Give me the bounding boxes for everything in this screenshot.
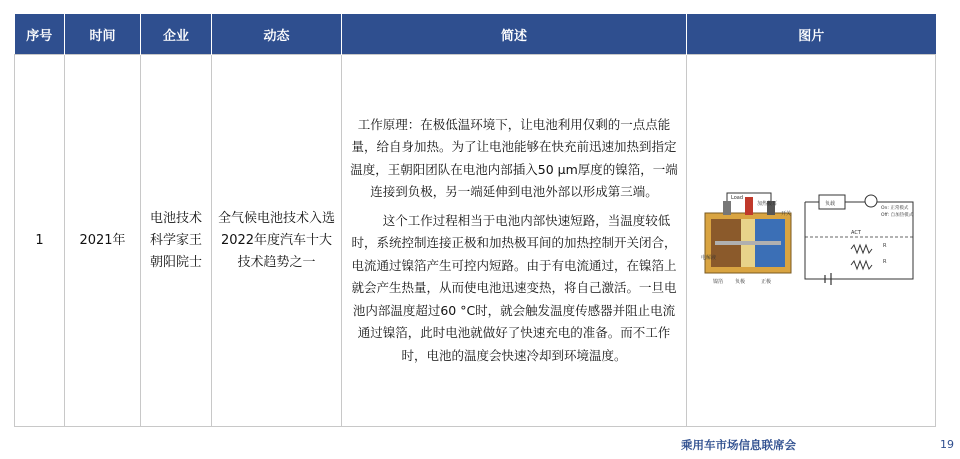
switch-icon	[865, 195, 877, 207]
resistor-1-icon	[851, 245, 872, 253]
label-r2: R	[883, 258, 887, 265]
content-table	[14, 14, 936, 427]
label-electrolyte: 电解液	[701, 254, 717, 261]
header-news: 动态	[212, 14, 342, 55]
summary-paragraph-2: 这个工作过程相当于电池内部快速短路，当温度较低时，系统控制连接正极和加热极耳间的加热控制开关闭合，电流通过镍箔产生可控内短路。由于有电流通过，在镍箔上就会产生热量，从而使电池迅速变热，将自己激活。一旦电池内部温度超过60 °C时，就会触发温度传感器并阻止电流通过镍箔，此时电池就做好了快速充电的准备。而不工作时，电池的温度会快速冷却到环境温度。	[351, 212, 677, 363]
header-summary: 简述	[342, 14, 687, 55]
footer-title: 乘用车市场信息联席会	[681, 438, 796, 452]
label-mode-on: On: 正常模式	[881, 205, 909, 211]
tab-left	[723, 201, 731, 215]
label-neg: 负极	[735, 278, 746, 285]
summary-paragraph-1: 工作原理：在极低温环境下，让电池利用仅剩的一点点能量，给自身加热。为了让电池能够在快充前迅速加热到指定温度，王朝阳团队在电池内部插入50 μm厚度的镍箔，一端连接到负极，另一端延伸到电池外部以形成第三端。	[350, 116, 678, 200]
label-act: ACT	[851, 229, 861, 236]
self-heating-battery-illustration	[701, 187, 921, 295]
cell-company: 电池技术科学家王朝阳院士	[141, 55, 212, 427]
label-switch: 开关	[781, 210, 792, 217]
cell-image	[687, 55, 936, 427]
battery-diagram	[693, 187, 929, 295]
nickel-foil	[715, 241, 781, 245]
label-pos: 正极	[761, 278, 772, 285]
header-image: 图片	[687, 14, 936, 55]
header-index: 序号	[15, 14, 65, 55]
page-number: 19	[940, 438, 954, 451]
table-row	[15, 55, 936, 427]
header-company: 企业	[141, 14, 212, 55]
label-foil: 镍箔	[713, 278, 724, 285]
heating-tab	[745, 197, 753, 215]
label-mode-off: Off: 自加热模式	[881, 212, 914, 218]
table-header-row	[15, 14, 936, 55]
label-load: 负载	[825, 200, 836, 207]
cell-time: 2021年	[65, 55, 141, 427]
cell-news: 全气候电池技术入选2022年度汽车十大技术趋势之一	[212, 55, 342, 427]
cell-index: 1	[15, 55, 65, 427]
resistor-2-icon	[851, 261, 872, 269]
cell-summary	[342, 55, 687, 427]
header-time: 时间	[65, 14, 141, 55]
label-r1: R	[883, 242, 887, 249]
label-load-left: Load	[731, 194, 743, 201]
label-tab: 加热极耳	[757, 200, 778, 207]
